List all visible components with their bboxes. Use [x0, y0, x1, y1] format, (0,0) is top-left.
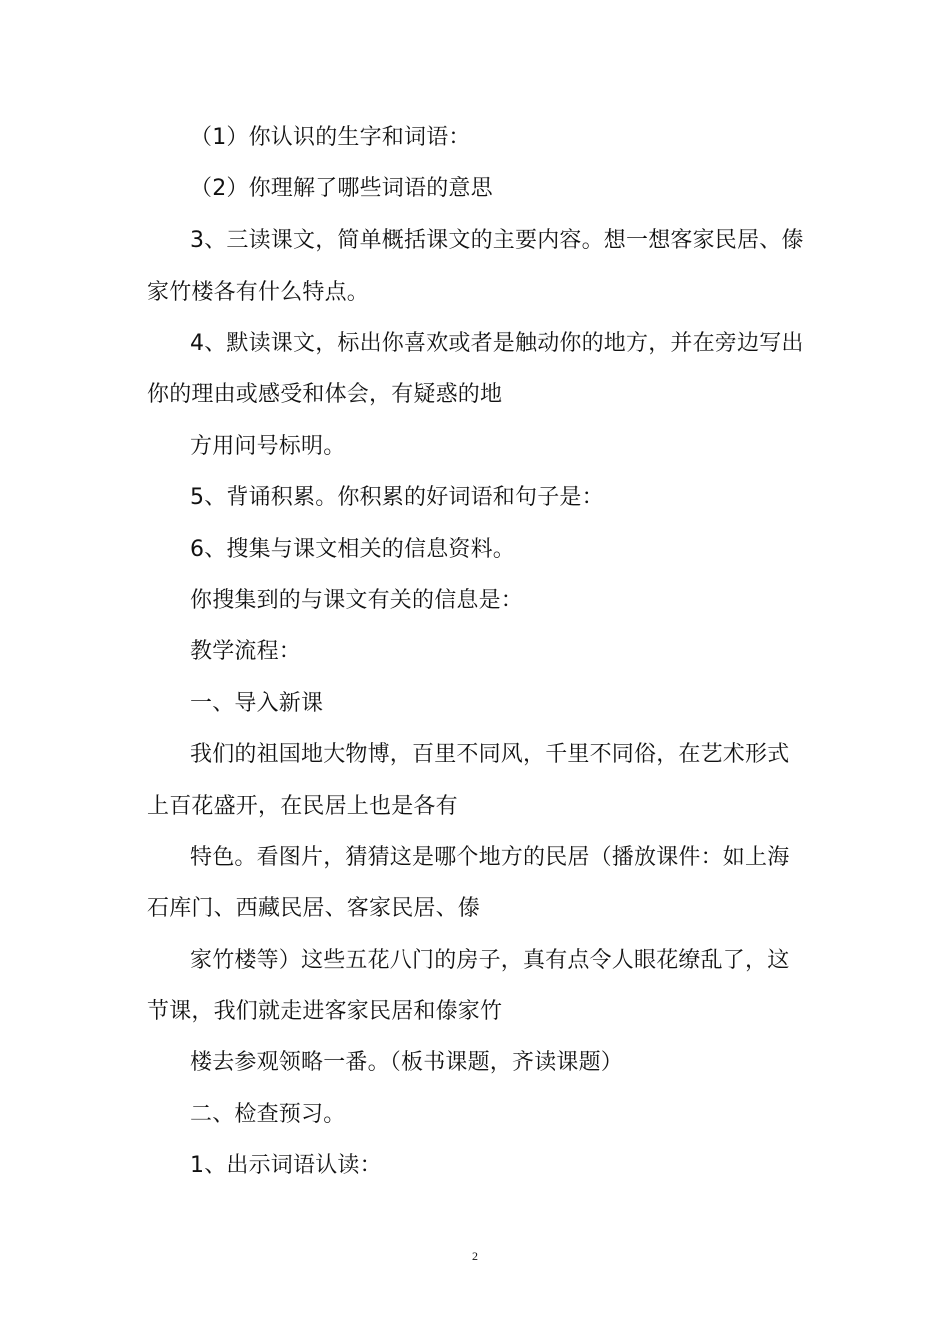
- info-prompt-line: 你搜集到的与课文有关的信息是：: [190, 588, 524, 613]
- question-2-line: （2）你理解了哪些词语的意思: [190, 176, 493, 201]
- step-3-continuation: 家竹楼各有什么特点。: [147, 280, 370, 305]
- page-number: 2: [472, 1249, 478, 1263]
- step-5-line: 5、背诵积累。你积累的好词语和句子是：: [190, 485, 604, 510]
- step-4-continuation-2: 方用问号标明。: [190, 434, 346, 459]
- intro-paragraph-line-3: 特色。看图片，猜猜这是哪个地方的民居（播放课件：如上海: [190, 845, 790, 870]
- step-4-line: 4、默读课文，标出你喜欢或者是触动你的地方，并在旁边写出: [190, 331, 804, 356]
- step-4-continuation: 你的理由或感受和体会，有疑惑的地: [147, 382, 503, 407]
- step-3-line: 3、三读课文，简单概括课文的主要内容。想一想客家民居、傣: [190, 228, 804, 253]
- intro-paragraph-line-1: 我们的祖国地大物博，百里不同风，千里不同俗，在艺术形式: [190, 742, 790, 767]
- word-reading-line: 1、出示词语认读：: [190, 1153, 382, 1178]
- intro-paragraph-line-4: 石库门、西藏民居、客家民居、傣: [147, 896, 481, 921]
- section-1-heading: 一、导入新课: [190, 691, 324, 716]
- teaching-process-heading: 教学流程：: [190, 639, 302, 664]
- step-6-line: 6、搜集与课文相关的信息资料。: [190, 537, 515, 562]
- section-2-heading: 二、检查预习。: [190, 1102, 346, 1127]
- intro-paragraph-line-2: 上百花盛开，在民居上也是各有: [147, 794, 458, 819]
- intro-paragraph-line-6: 节课，我们就走进客家民居和傣家竹: [147, 999, 503, 1024]
- intro-paragraph-line-5: 家竹楼等）这些五花八门的房子，真有点令人眼花缭乱了，这: [190, 948, 790, 973]
- question-1-line: （1）你认识的生字和词语：: [190, 125, 471, 150]
- intro-paragraph-line-7: 楼去参观领略一番。（板书课题，齐读课题）: [190, 1050, 624, 1075]
